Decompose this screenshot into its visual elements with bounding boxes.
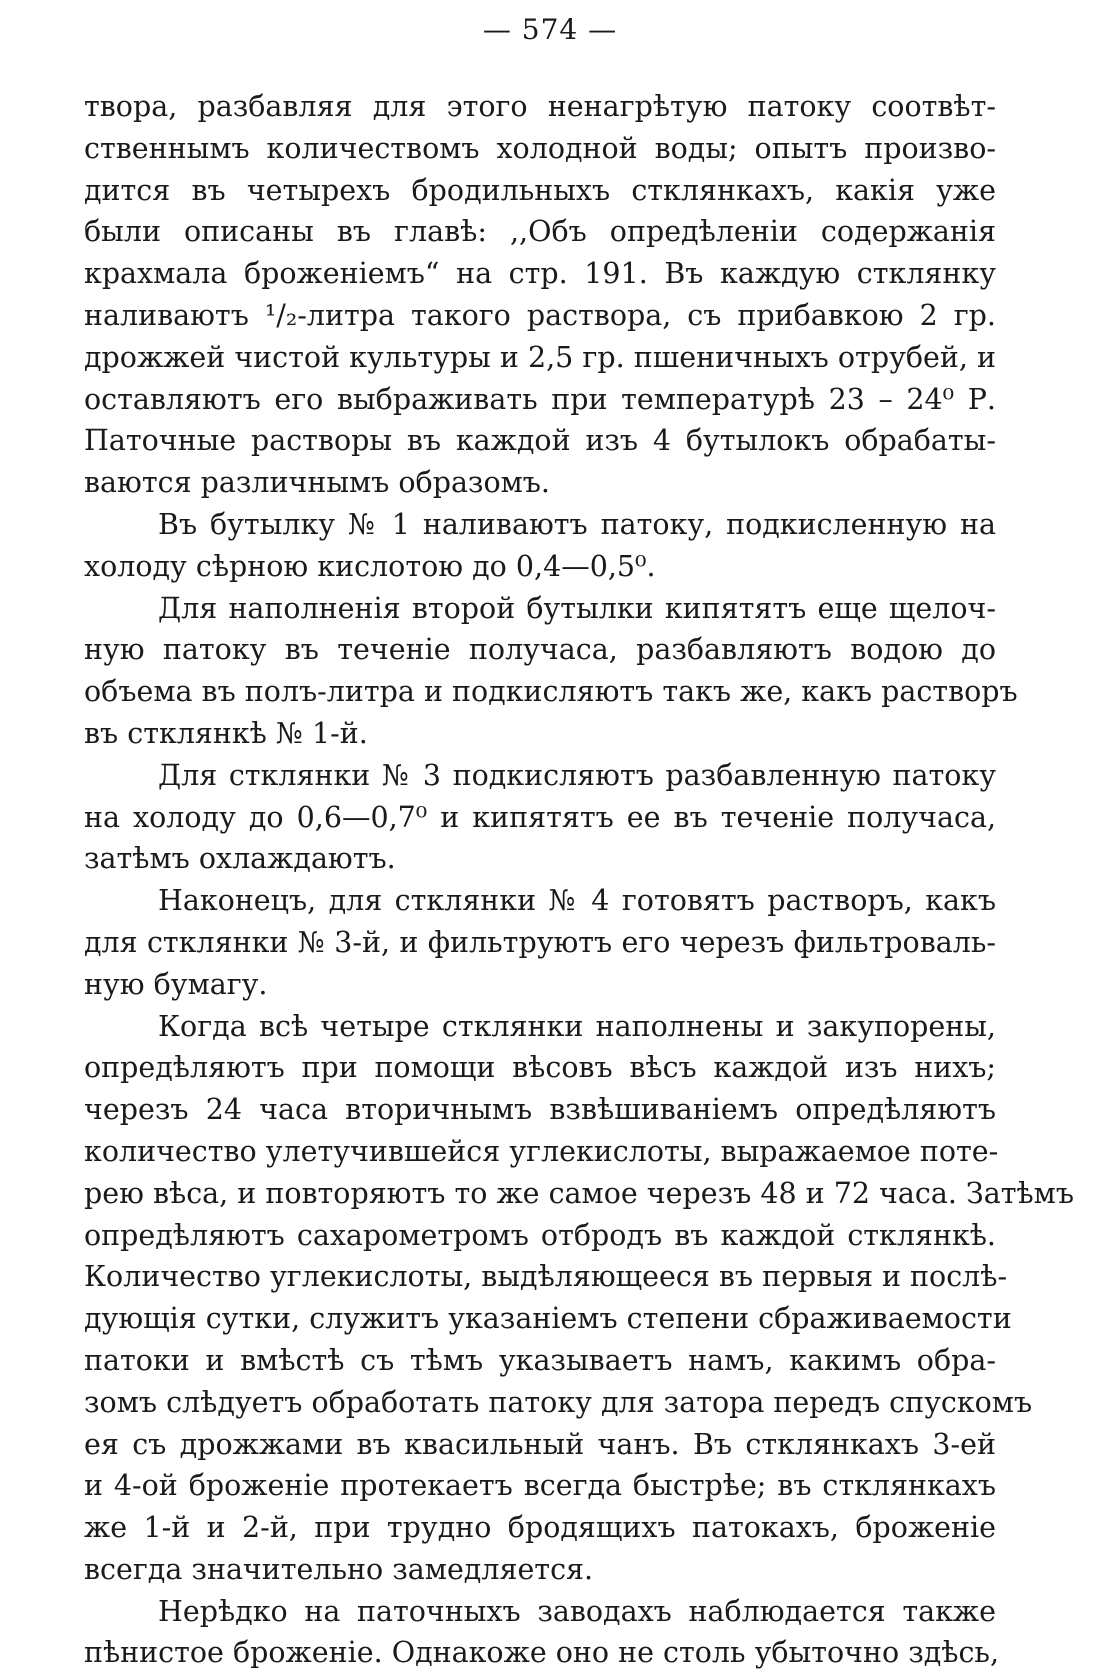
text-line: въ стклянкѣ № 1-й.: [84, 716, 368, 750]
text-line: были описаны въ главѣ: ,,Объ опредѣленіи содержанія: [84, 215, 996, 249]
text-line: объема въ полъ-литра и подкисляютъ такъ же, какъ растворъ: [84, 675, 1018, 709]
text-line: рею вѣса, и повторяютъ то же самое черезъ 48 и 72 часа. Затѣмъ: [84, 1176, 1074, 1210]
text-line: патоки и вмѣстѣ съ тѣмъ указываетъ намъ, какимъ обра-: [84, 1343, 996, 1377]
text-line: черезъ 24 часа вторичнымъ взвѣшиваніемъ опредѣляютъ: [84, 1093, 996, 1127]
paragraph: [84, 880, 996, 1005]
text-line: на холоду до 0,6—0,7⁰ и кипятятъ ее въ теченіе получаса,: [84, 800, 996, 834]
text-line: и 4-ой броженіе протекаетъ всегда быстрѣе; въ стклянкахъ: [84, 1469, 996, 1503]
text-line: дрожжей чистой культуры и 2,5 гр. пшеничныхъ отрубей, и: [84, 340, 996, 374]
paragraph: [84, 755, 996, 880]
text-line: Количество углекислоты, выдѣляющееся въ первыя и послѣ-: [84, 1260, 1008, 1294]
text-line: Паточные растворы въ каждой изъ 4 бутылокъ обрабаты-: [84, 424, 996, 458]
text-line: оставляютъ его выбраживать при температурѣ 23 – 24⁰ Р.: [84, 382, 996, 416]
text-line: крахмала броженіемъ“ на стр. 191. Въ каждую стклянку: [84, 257, 996, 291]
text-line: зомъ слѣдуетъ обработать патоку для затора передъ спускомъ: [84, 1385, 1033, 1419]
text-line: затѣмъ охлаждаютъ.: [84, 842, 396, 876]
paragraph: [84, 1591, 1000, 1674]
page-number: — 574 —: [482, 13, 618, 46]
text-line: опредѣляютъ сахарометромъ отбродъ въ каждой стклянкѣ.: [84, 1218, 996, 1252]
text-line: для стклянки № 3-й, и фильтруютъ его черезъ фильтроваль-: [84, 925, 996, 959]
paragraph: [84, 504, 996, 588]
text-line: пѣнистое броженіе. Однакоже оно не столь убыточно здѣсь,: [84, 1636, 1000, 1670]
text-line: ственнымъ количествомъ холодной воды; опытъ произво-: [84, 131, 996, 165]
paragraph: [84, 588, 1018, 755]
text-line: Наконецъ, для стклянки № 4 готовятъ растворъ, какъ: [158, 884, 996, 918]
text-line: количество улетучившейся углекислоты, выражаемое поте-: [84, 1134, 999, 1168]
text-line: ваются различнымъ образомъ.: [84, 466, 550, 500]
text-line: опредѣляютъ при помощи вѣсовъ вѣсъ каждой изъ нихъ;: [84, 1051, 996, 1085]
paragraph: [84, 1006, 1074, 1591]
text-line: же 1-й и 2-й, при трудно бродящихъ патокахъ, броженіе: [84, 1511, 996, 1545]
text-line: дится въ четырехъ бродильныхъ стклянкахъ, какія уже: [84, 173, 996, 207]
text-line: Въ бутылку № 1 наливаютъ патоку, подкисленную на: [158, 507, 996, 541]
text-line: ную бумагу.: [84, 967, 268, 1001]
text-line: наливаютъ ¹/₂-литра такого раствора, съ прибавкою 2 гр.: [84, 298, 996, 332]
text-line: Когда всѣ четыре стклянки наполнены и закупорены,: [158, 1009, 996, 1043]
text-line: Для стклянки № 3 подкисляютъ разбавленную патоку: [158, 758, 996, 792]
text-line: дующія сутки, служитъ указаніемъ степени сбраживаемости: [84, 1302, 1012, 1336]
text-line: твора, разбавляя для этого ненагрѣтую патоку соотвѣт-: [84, 90, 996, 123]
paragraph: [84, 86, 996, 504]
text-line: ея съ дрожжами въ квасильный чанъ. Въ стклянкахъ 3-ей: [84, 1427, 996, 1461]
body-text: [84, 86, 1074, 1674]
text-line: Нерѣдко на паточныхъ заводахъ наблюдается также: [158, 1594, 996, 1628]
text-line: Для наполненія второй бутылки кипятятъ еще щелоч-: [158, 591, 996, 625]
text-line: холоду сѣрною кислотою до 0,4—0,5⁰.: [84, 549, 656, 583]
text-line: ную патоку въ теченіе получаса, разбавляютъ водою до: [84, 633, 996, 667]
text-line: всегда значительно замедляется.: [84, 1552, 594, 1586]
